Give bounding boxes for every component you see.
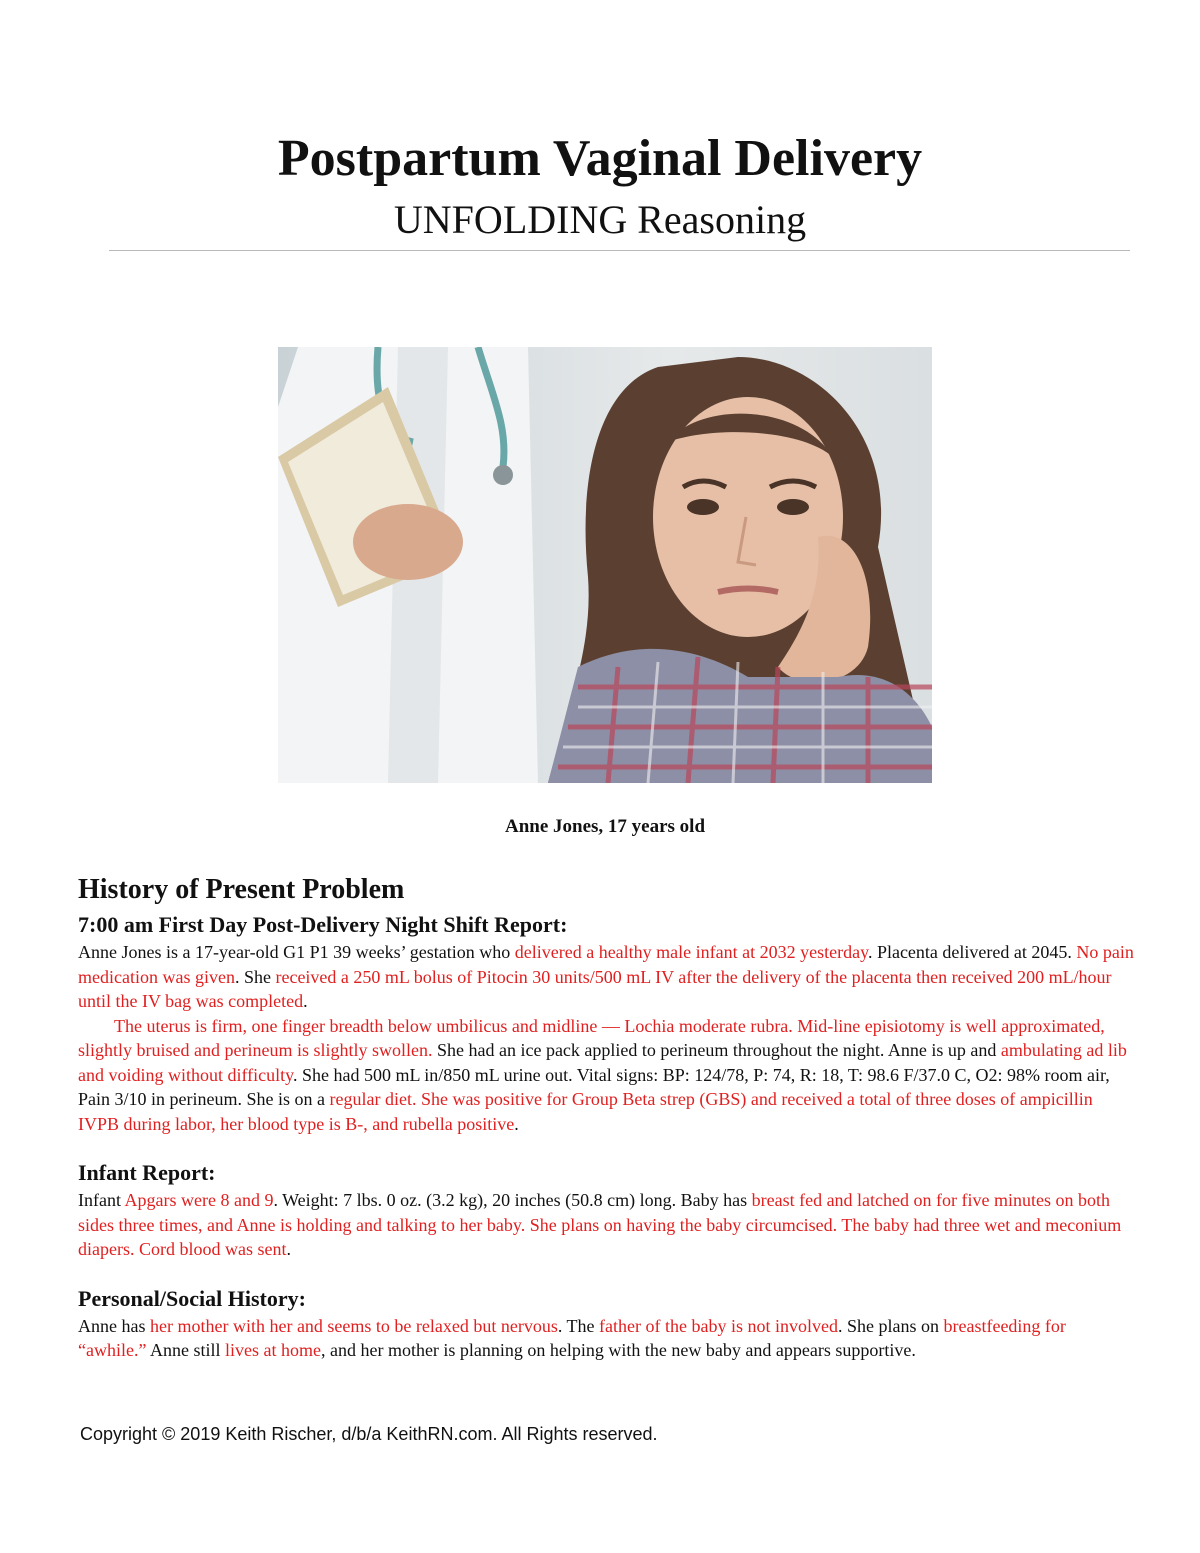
body-text: . She had 500 mL in/850 mL urine out. Vital signs: BP: 124/78, P: 74, R: 18, T: 98.6 F/37.0 C, O2: 98% room air, Pain 3/10 in perineum. She is on a	[78, 1064, 1110, 1109]
highlighted-text: received a 250 mL bolus of Pitocin 30 units/500 mL IV after the delivery of the placenta then received 200 mL/hour until the IV bag was completed	[78, 966, 1112, 1011]
highlighted-text: breast fed and latched on for five minutes on both sides three times, and Anne is holding and talking to her baby. She plans on having the baby circumcised. The baby had three wet and meconium diapers. Cord blood was sent	[78, 1190, 1122, 1259]
hpp-subheading: 7:00 am First Day Post-Delivery Night Shift Report:	[78, 912, 568, 937]
document-title: Postpartum Vaginal Delivery	[277, 130, 923, 187]
body-text: . She plans on	[837, 1315, 944, 1336]
body-text: .	[286, 1239, 291, 1259]
highlighted-text: Apgars were 8 and 9	[124, 1190, 274, 1210]
highlighted-text: her mother with her and seems to be relaxed but nervous	[149, 1315, 558, 1336]
hpp-heading: History of Present Problem	[78, 874, 405, 905]
body-text: . The	[557, 1315, 600, 1336]
body-text: , and her mother is planning on helping with the new baby and appears supportive.	[320, 1340, 916, 1360]
copyright-footer: Copyright © 2019 Keith Rischer, d/b/a KeithRN.com. All Rights reserved.	[80, 1424, 658, 1444]
social-paragraph	[78, 1314, 1138, 1363]
body-text: Anne has	[78, 1315, 150, 1336]
highlighted-text: The uterus is firm, one finger breadth below umbilicus and midline — Lochia moderate rubra. Mid-line episiotomy is well approximated, slightly bruised and perineum is slightly swollen.	[78, 1015, 1105, 1060]
body-text: She had an ice pack applied to perineum throughout the night. Anne is up and	[432, 1040, 1001, 1060]
highlighted-text: lives at home	[224, 1340, 321, 1360]
highlighted-text: ambulating ad lib and voiding without difficulty	[78, 1040, 1127, 1085]
highlighted-text: delivered a healthy male infant at 2032 yesterday	[514, 942, 868, 962]
infant-paragraph	[78, 1188, 1138, 1262]
body-text: . Weight: 7 lbs. 0 oz. (3.2 kg), 20 inches (50.8 cm) long. Baby has	[273, 1190, 752, 1210]
title-divider	[109, 250, 1130, 251]
photo-caption: Anne Jones, 17 years old	[504, 816, 706, 837]
body-text: .	[303, 991, 308, 1011]
hpp-paragraph-2	[78, 1014, 1138, 1137]
highlighted-text: father of the baby is not involved	[599, 1315, 838, 1336]
social-heading: Personal/Social History:	[78, 1285, 306, 1311]
highlighted-text: No pain medication was given	[78, 942, 1134, 987]
highlighted-text: regular diet. She was positive for Group Beta strep (GBS) and received a total of three doses of ampicillin IVPB during labor, her blood type is B-, and rubella positive	[78, 1089, 1093, 1134]
document-subtitle: UNFOLDING Reasoning	[393, 197, 807, 242]
hpp-paragraph-1	[78, 940, 1138, 1014]
highlighted-text: breastfeeding for “awhile.”	[78, 1315, 1066, 1360]
patient-photo	[278, 347, 932, 783]
body-text: Anne Jones is a 17-year-old G1 P1 39 weeks’ gestation who	[78, 942, 515, 962]
infant-heading: Infant Report:	[78, 1160, 216, 1185]
document-body	[78, 870, 1138, 1363]
body-text: . Placenta delivered at 2045.	[867, 942, 1077, 962]
body-text: .	[514, 1113, 519, 1134]
body-text: . She	[234, 966, 276, 987]
body-text: Infant	[78, 1190, 125, 1210]
body-text: Anne still	[146, 1340, 225, 1360]
